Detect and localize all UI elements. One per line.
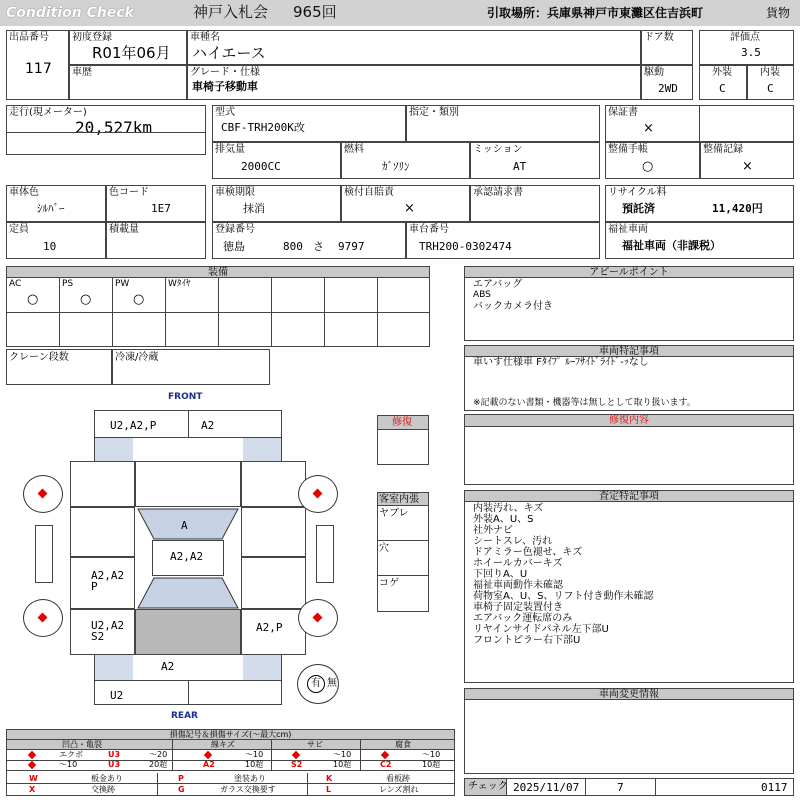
fuel-value: ｶﾞｿﾘﾝ <box>382 160 410 173</box>
appraisal-line-0: 内装汚れ、キズ <box>473 503 544 514</box>
appraisal-panel <box>464 490 794 683</box>
special-panel <box>464 345 794 411</box>
appraisal-line-1: 外装A、U、S <box>473 514 534 525</box>
recycle-amount: 11,420円 <box>712 202 763 215</box>
equip-pw-label: PW <box>115 279 130 289</box>
changes-panel <box>464 688 794 774</box>
legend-code-x-text: 交換跡 <box>91 785 115 794</box>
legend-r2-c1: ～10 <box>59 760 78 769</box>
chassis-label: 車台番号 <box>409 224 449 235</box>
maintenance-box <box>700 142 794 179</box>
exterior-label: 外装 <box>712 67 732 78</box>
appraisal-line-6: 下回りA、U <box>473 569 528 580</box>
legend-r1-c3: ～10 <box>245 750 264 759</box>
legend-code-p: P <box>178 774 184 783</box>
interior-box <box>747 65 794 100</box>
first-reg-label: 初度登録 <box>72 32 112 43</box>
mark-front-left: U2,A2,P <box>110 419 157 432</box>
registration-kana: さ <box>313 240 324 253</box>
legend-r2-c5: 10超 <box>422 760 441 769</box>
maintenance-value: × <box>742 159 753 174</box>
welfare-value: 福祉車両（非課税） <box>622 239 721 252</box>
history-label: 車歴 <box>72 67 92 78</box>
check-label: チェック <box>468 781 508 792</box>
capacity-label: 定員 <box>9 224 29 235</box>
lot-label: 出品番号 <box>9 32 49 43</box>
fridge-label: 冷凍/冷蔵 <box>115 352 159 363</box>
fridge-box <box>112 349 270 385</box>
fuel-box <box>341 142 470 179</box>
mark-left-mid: A2,A2 P <box>91 569 125 593</box>
legend-code-k: K <box>326 774 333 783</box>
score-box <box>699 30 794 65</box>
recycle-status: 預託済 <box>622 202 655 215</box>
doors-box <box>641 30 693 65</box>
car-name-value: ハイエース <box>192 44 266 62</box>
color-code-label: 色コード <box>109 187 149 198</box>
mark-center: A <box>181 519 188 532</box>
grade-box <box>187 65 641 100</box>
legend-group-scratch: 線キズ <box>211 740 235 749</box>
inspection-box <box>212 185 341 222</box>
rear-label: REAR <box>171 711 198 721</box>
model-box <box>212 105 406 142</box>
mark-right-rear: A2,P <box>256 621 283 634</box>
crane-label: クレーン段数 <box>9 352 69 363</box>
appraisal-line-8: 荷物室A、U、S、リフト付き動作未確認 <box>473 591 654 602</box>
legend-r2-c2: 20超 <box>149 760 168 769</box>
equip-ps-mark: ○ <box>80 292 92 307</box>
designation-label: 指定・類別 <box>409 107 459 118</box>
load-box <box>106 222 206 259</box>
registration-box <box>212 222 406 259</box>
equip-ac-label: AC <box>9 279 22 289</box>
inspection-label: 車検期限 <box>215 187 255 198</box>
appeal-line-1: ABS <box>473 290 491 300</box>
self-inspect-box <box>341 185 470 222</box>
appraisal-line-11: リヤインサイドパネル左下部U <box>473 624 609 635</box>
manual-label: 整備手帳 <box>608 144 648 155</box>
appraisal-line-4: ドアミラー色褪せ、キズ <box>473 547 583 558</box>
appeal-header: アピールポイント <box>465 267 793 278</box>
color-label: 車体色 <box>9 187 39 198</box>
auction-count: 965回 <box>293 3 337 21</box>
legend-r2-u3: U3 <box>108 760 121 769</box>
appraisal-line-7: 福祉車両動作未確認 <box>473 580 563 591</box>
equip-ps-label: PS <box>62 279 74 289</box>
lot-number: 117 <box>25 61 52 77</box>
self-inspect-value: × <box>404 201 415 216</box>
fuel-label: 燃料 <box>344 144 364 155</box>
exterior-box <box>699 65 747 100</box>
registration-number: 9797 <box>338 240 365 253</box>
transmission-box <box>470 142 600 179</box>
legend-table <box>6 729 455 796</box>
rear-window <box>134 575 242 611</box>
check-num: 7 <box>617 781 624 794</box>
transmission-value: AT <box>513 160 527 173</box>
capacity-box <box>6 222 106 259</box>
warranty-value: × <box>643 121 654 136</box>
legend-code-g: G <box>178 785 185 794</box>
appraisal-line-3: シートスレ、汚れ <box>473 536 553 547</box>
legend-code-x: X <box>29 785 36 794</box>
legend-code-k-text: 看板跡 <box>386 774 410 783</box>
welfare-box <box>605 222 794 259</box>
color-box <box>6 185 106 222</box>
color-value: ｼﾙﾊﾞｰ <box>37 202 65 215</box>
equipment-grid <box>6 277 430 347</box>
warranty-box <box>605 105 794 142</box>
appraisal-line-12: フロントピラー右下部U <box>473 635 581 646</box>
special-header: 車両特記事項 <box>465 346 793 357</box>
legend-r1-c1: エクボ <box>59 750 83 759</box>
equip-ac-mark: ○ <box>27 292 39 307</box>
legend-r1-c2: ～20 <box>149 750 168 759</box>
appeal-panel <box>464 266 794 341</box>
right-door-mirror <box>316 525 334 583</box>
load-label: 積載量 <box>109 224 139 235</box>
inspection-value: 抹消 <box>243 202 265 215</box>
recycle-box <box>605 185 794 222</box>
pickup-location: 引取場所：兵庫県神戸市東灘区住吉浜町 <box>487 6 704 20</box>
lot-box <box>6 30 69 100</box>
transmission-label: ミッション <box>473 144 523 155</box>
registration-class: 800 <box>283 240 303 253</box>
drive-value: 2WD <box>658 82 678 95</box>
equipment-header: 装備 <box>6 266 430 278</box>
designation-box <box>406 105 600 142</box>
cargo-floor <box>135 609 241 655</box>
repair-content-header: 修復内容 <box>465 415 793 427</box>
displacement-box <box>212 142 341 179</box>
interior-value: C <box>767 82 774 95</box>
displacement-label: 排気量 <box>215 144 245 155</box>
cabin-title: 客室内張 <box>379 494 419 505</box>
category-label: 貨物 <box>766 6 791 20</box>
spare-has: 有 <box>311 678 321 689</box>
equip-pw-mark: ○ <box>133 292 145 307</box>
appeal-line-2: バックカメラ付き <box>473 301 553 312</box>
approval-box <box>470 185 600 222</box>
appraisal-line-10: エアバック運転席のみ <box>473 613 573 624</box>
drive-label: 駆動 <box>644 67 664 78</box>
changes-header: 車両変更情報 <box>465 689 793 700</box>
maintenance-label: 整備記録 <box>703 144 743 155</box>
registration-label: 登録番号 <box>215 224 255 235</box>
repair-content-panel <box>464 414 794 485</box>
welfare-label: 福祉車両 <box>608 224 648 235</box>
appeal-line-0: エアバッグ <box>473 279 523 290</box>
manual-box <box>605 142 700 179</box>
car-name-box <box>187 30 641 65</box>
car-name-label: 車種名 <box>190 32 220 43</box>
mark-rear: A2 <box>161 660 175 673</box>
appraisal-line-9: 車椅子固定装置付き <box>473 602 563 613</box>
color-code-box <box>106 185 206 222</box>
legend-group-corrosion: 腐食 <box>395 740 411 749</box>
repair-box <box>377 415 429 465</box>
special-line-4: ※記載のない書類・機器等は無しとして取り扱います。 <box>473 398 696 408</box>
legend-code-l-text: レンズ割れ <box>379 785 419 794</box>
legend-code-p-text: 塗装あり <box>234 774 266 783</box>
first-reg-value: R01年06月 <box>92 44 171 62</box>
check-date: 2025/11/07 <box>513 781 580 794</box>
interior-label: 内装 <box>760 67 780 78</box>
legend-code-w: W <box>29 774 38 783</box>
mileage-label: 走行(現メーター) <box>9 107 87 118</box>
left-door-mirror <box>35 525 53 583</box>
first-reg-box <box>69 30 187 65</box>
appraisal-line-5: ホイールカバーキズ <box>473 558 563 569</box>
tire-front-right <box>298 475 338 513</box>
chassis-value: TRH200-0302474 <box>419 240 512 253</box>
legend-code-w-text: 板金あり <box>91 774 123 783</box>
crane-box <box>6 349 112 385</box>
mileage-value: 20,527km <box>75 118 153 137</box>
legend-title: 損傷記号＆損傷サイズ(～最大cm) <box>7 730 454 740</box>
legend-group-dent: 凹凸・亀裂 <box>62 740 102 749</box>
footer-check <box>464 778 794 796</box>
repair-label: 修復 <box>392 417 412 428</box>
warranty-label: 保証書 <box>608 107 638 118</box>
drive-box <box>641 65 693 100</box>
color-code-value: 1E7 <box>151 202 171 215</box>
legend-group-rust: サビ <box>307 740 323 749</box>
spare-none: 無 <box>327 678 337 689</box>
doors-label: ドア数 <box>644 32 674 43</box>
capacity-value: 10 <box>43 240 57 253</box>
history-box <box>69 65 187 100</box>
cabin-box <box>377 492 429 612</box>
legend-code-g-text: ガラス交換要す <box>220 785 276 794</box>
mark-rear-bumper: U2 <box>110 689 124 702</box>
legend-r2-c2code: C2 <box>380 760 392 769</box>
tire-rear-left <box>23 599 63 637</box>
cabin-item-burn: コゲ <box>379 578 399 589</box>
score-label: 評価点 <box>730 32 760 43</box>
mark-center2: A2,A2 <box>170 550 204 563</box>
displacement-value: 2000CC <box>241 160 281 173</box>
model-label: 型式 <box>215 107 235 118</box>
legend-r2-s2: S2 <box>291 760 303 769</box>
appraisal-header: 査定特記事項 <box>465 491 793 502</box>
front-label: FRONT <box>168 392 203 402</box>
grade-label: グレード・仕様 <box>190 67 260 78</box>
score-value: 3.5 <box>741 46 761 59</box>
legend-r1-u3: U3 <box>108 750 121 759</box>
legend-r2-c4: 10超 <box>333 760 352 769</box>
self-inspect-label: 検付自賠責 <box>344 187 394 198</box>
equip-wtire-label: Wﾀｲﾔ <box>168 279 191 289</box>
legend-r1-c4: ～10 <box>333 750 352 759</box>
appraisal-line-2: 社外ナビ <box>473 525 513 536</box>
cabin-item-hole: 穴 <box>379 543 389 554</box>
tire-rear-right <box>298 599 338 637</box>
windshield <box>134 506 242 542</box>
legend-r2-c3: 10超 <box>245 760 264 769</box>
legend-r1-c5: ～10 <box>422 750 441 759</box>
model-value: CBF-TRH200K改 <box>221 121 305 134</box>
registration-area: 徳島 <box>223 240 245 253</box>
special-line-0: 車いす仕様車 Fﾀｲﾌﾟ ﾙｰﾌｻｲﾄﾞﾗｲﾄﾞ-ｯなし <box>473 357 649 368</box>
chassis-box <box>406 222 600 259</box>
check-code: 0117 <box>761 781 788 794</box>
header-title: Condition Check <box>6 5 134 21</box>
grade-value: 車椅子移動車 <box>192 80 258 93</box>
manual-value: ○ <box>642 159 654 174</box>
recycle-label: リサイクル料 <box>608 187 667 198</box>
exterior-value: C <box>719 82 726 95</box>
mark-front-right: A2 <box>201 419 215 432</box>
cabin-item-tear: ヤブレ <box>379 508 409 519</box>
mileage-box <box>6 105 206 155</box>
auction-name: 神戸入札会 <box>193 3 269 21</box>
approval-label: 承認請求書 <box>473 187 523 198</box>
legend-r2-a2: A2 <box>203 760 215 769</box>
mark-left-rear: U2,A2 S2 <box>91 619 125 643</box>
tire-front-left <box>23 475 63 513</box>
legend-code-l: L <box>326 785 332 794</box>
